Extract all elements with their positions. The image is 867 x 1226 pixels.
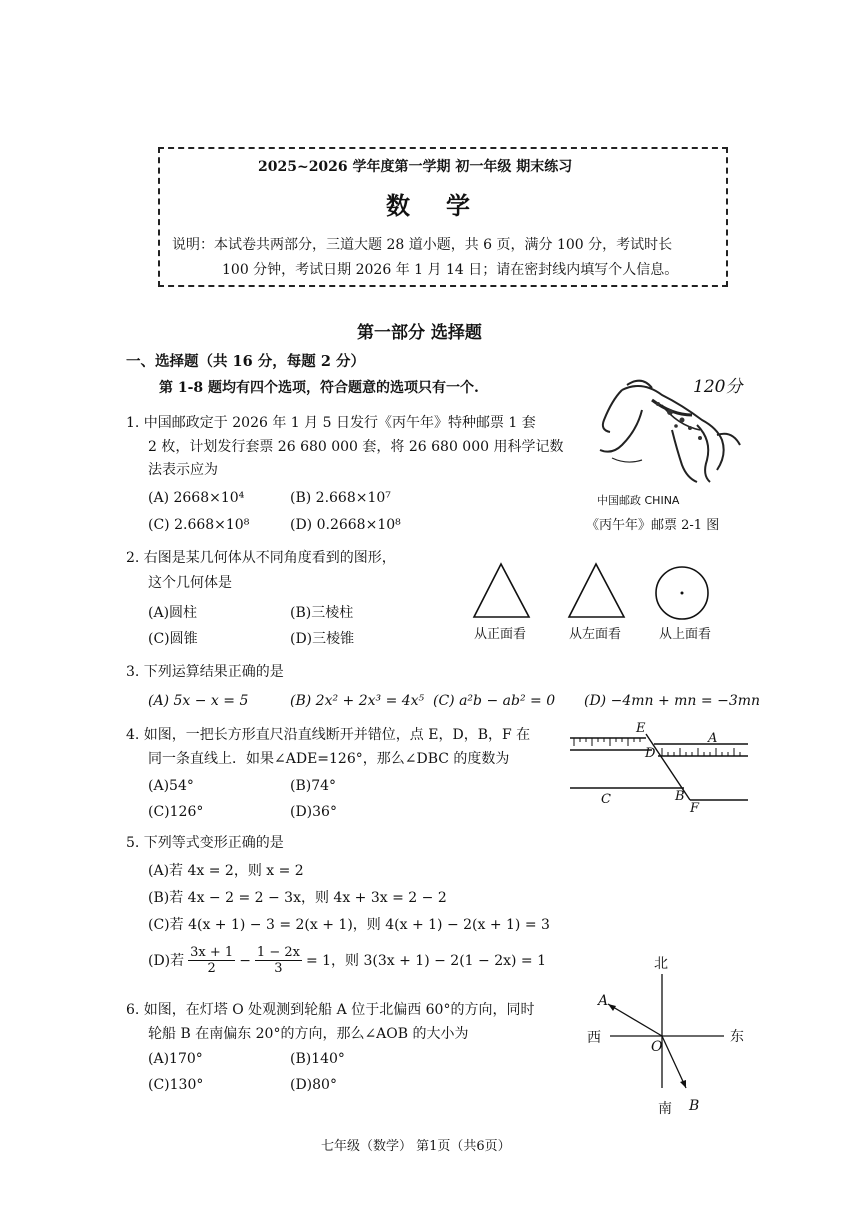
q4-point-a: A	[708, 731, 718, 746]
q2-option-b: (B)三棱柱	[290, 605, 354, 621]
view-front-label: 从正面看	[474, 627, 527, 642]
q6-option-b: (B)140°	[290, 1051, 345, 1067]
q5-option-c: (C)若 4(x + 1) − 3 = 2(x + 1)，则 4(x + 1) − 2(x + 1) = 3	[148, 917, 550, 933]
q3-option-c: (C) a²b − ab² = 0	[433, 693, 556, 709]
q5-d-den2: 3	[274, 961, 283, 976]
exam-note-line1: 说明：本试卷共两部分，三道大题 28 道小题，共 6 页，满分 100 分，考试时长	[172, 237, 673, 253]
ray-ob	[662, 1036, 686, 1088]
q4-point-e: E	[636, 721, 646, 736]
q6-option-d: (D)80°	[290, 1077, 337, 1093]
q5-d-num2: 1 − 2x	[256, 945, 300, 960]
q4-option-c: (C)126°	[148, 804, 204, 820]
three-views-figure	[468, 560, 718, 622]
left-view-triangle	[569, 564, 624, 617]
exam-note-line2: 100 分钟，考试日期 2026 年 1 月 14 日；请在密封线内填写个人信息。	[222, 262, 679, 278]
q4-point-f: F	[690, 801, 700, 816]
q5-d-fraction1	[188, 945, 235, 976]
view-top-label: 从上面看	[659, 627, 712, 642]
q1-line2: 2 枚，计划发行套票 26 680 000 套，将 26 680 000 用科学记数	[148, 439, 564, 455]
q4-point-b: B	[675, 789, 685, 804]
compass-point-o: O	[651, 1039, 663, 1055]
q4-line2: 同一条直线上．如果∠ADE=126°，那么∠DBC 的度数为	[148, 751, 510, 767]
page-footer: 七年级（数学） 第1页（共6页）	[321, 1139, 511, 1154]
compass-figure	[596, 966, 736, 1096]
q5-d-den1: 2	[207, 961, 216, 976]
q3-option-b: (B) 2x² + 2x³ = 4x⁵	[290, 693, 425, 709]
stamp-issuer: 中国邮政 CHINA	[597, 494, 680, 507]
compass-north-label: 北	[654, 956, 668, 972]
ray-oa	[608, 1004, 662, 1036]
q6-line1: 6. 如图，在灯塔 O 处观测到轮船 A 位于北偏西 60°的方向，同时	[126, 1002, 535, 1018]
compass-south-label: 南	[658, 1101, 672, 1117]
q6-line2: 轮船 B 在南偏东 20°的方向，那么∠AOB 的大小为	[148, 1026, 469, 1042]
section1-instruction: 第 1-8 题均有四个选项，符合题意的选项只有一个.	[159, 380, 479, 396]
ruler-figure	[566, 722, 756, 817]
q5-d-fraction2	[255, 945, 302, 976]
q3-option-d: (D) −4mn + mn = −3mn	[584, 693, 761, 709]
subject-title: 数学	[386, 191, 506, 220]
compass-east-label: 东	[730, 1029, 744, 1045]
q1-option-c: (C) 2.668×10⁸	[148, 517, 250, 533]
q5-d-minus: −	[239, 952, 251, 969]
q4-point-d: D	[645, 746, 656, 761]
q5-d-prefix: (D)若	[148, 952, 185, 969]
q3-line1: 3. 下列运算结果正确的是	[126, 664, 284, 680]
q2-option-c: (C)圆锥	[148, 631, 198, 647]
q4-option-d: (D)36°	[290, 804, 337, 820]
q5-line1: 5. 下列等式变形正确的是	[126, 835, 284, 851]
q6-option-c: (C)130°	[148, 1077, 204, 1093]
q4-line1: 4. 如图，一把长方形直尺沿直线断开并错位，点 E，D，B，F 在	[126, 727, 531, 743]
front-view-triangle	[474, 564, 529, 617]
q5-option-a: (A)若 4x = 2，则 x = 2	[148, 863, 304, 879]
q4-option-b: (B)74°	[290, 778, 337, 794]
q6-option-a: (A)170°	[148, 1051, 203, 1067]
q3-option-a: (A) 5x − x = 5	[148, 693, 249, 709]
q1-line1: 1. 中国邮政定于 2026 年 1 月 5 日发行《丙午年》特种邮票 1 套	[126, 415, 536, 431]
arrow-b	[680, 1080, 686, 1088]
q5-option-d	[148, 945, 546, 976]
view-left-label: 从左面看	[569, 627, 622, 642]
q1-option-d: (D) 0.2668×10⁸	[290, 517, 401, 533]
q5-d-suffix: = 1，则 3(3x + 1) − 2(1 − 2x) = 1	[305, 952, 547, 969]
compass-point-a: A	[598, 993, 609, 1009]
q5-option-b: (B)若 4x − 2 = 2 − 3x，则 4x + 3x = 2 − 2	[148, 890, 447, 906]
q2-line2: 这个几何体是	[148, 575, 232, 591]
q2-option-d: (D)三棱锥	[290, 631, 355, 647]
q4-point-c: C	[601, 792, 611, 807]
exam-title: 2025~2026 学年度第一学期 初一年级 期末练习	[258, 159, 573, 175]
q2-option-a: (A)圆柱	[148, 605, 198, 621]
compass-west-label: 西	[587, 1030, 601, 1046]
q4-option-a: (A)54°	[148, 778, 194, 794]
q1-line3: 法表示应为	[148, 462, 218, 478]
part1-title: 第一部分 选择题	[357, 323, 482, 343]
q1-option-b: (B) 2.668×10⁷	[290, 490, 391, 506]
stamp-caption: 《丙午年》邮票 2-1 图	[586, 518, 720, 533]
section1-title: 一、选择题（共 16 分，每题 2 分）	[126, 353, 365, 370]
stamp-value: 120分	[693, 377, 743, 397]
q2-line1: 2. 右图是某几何体从不同角度看到的图形，	[126, 550, 396, 566]
top-view-center-dot	[681, 592, 684, 595]
q1-option-a: (A) 2668×10⁴	[148, 490, 245, 506]
arrow-a	[608, 1004, 616, 1011]
compass-point-b: B	[689, 1098, 700, 1114]
q5-d-num1: 3x + 1	[190, 945, 234, 960]
